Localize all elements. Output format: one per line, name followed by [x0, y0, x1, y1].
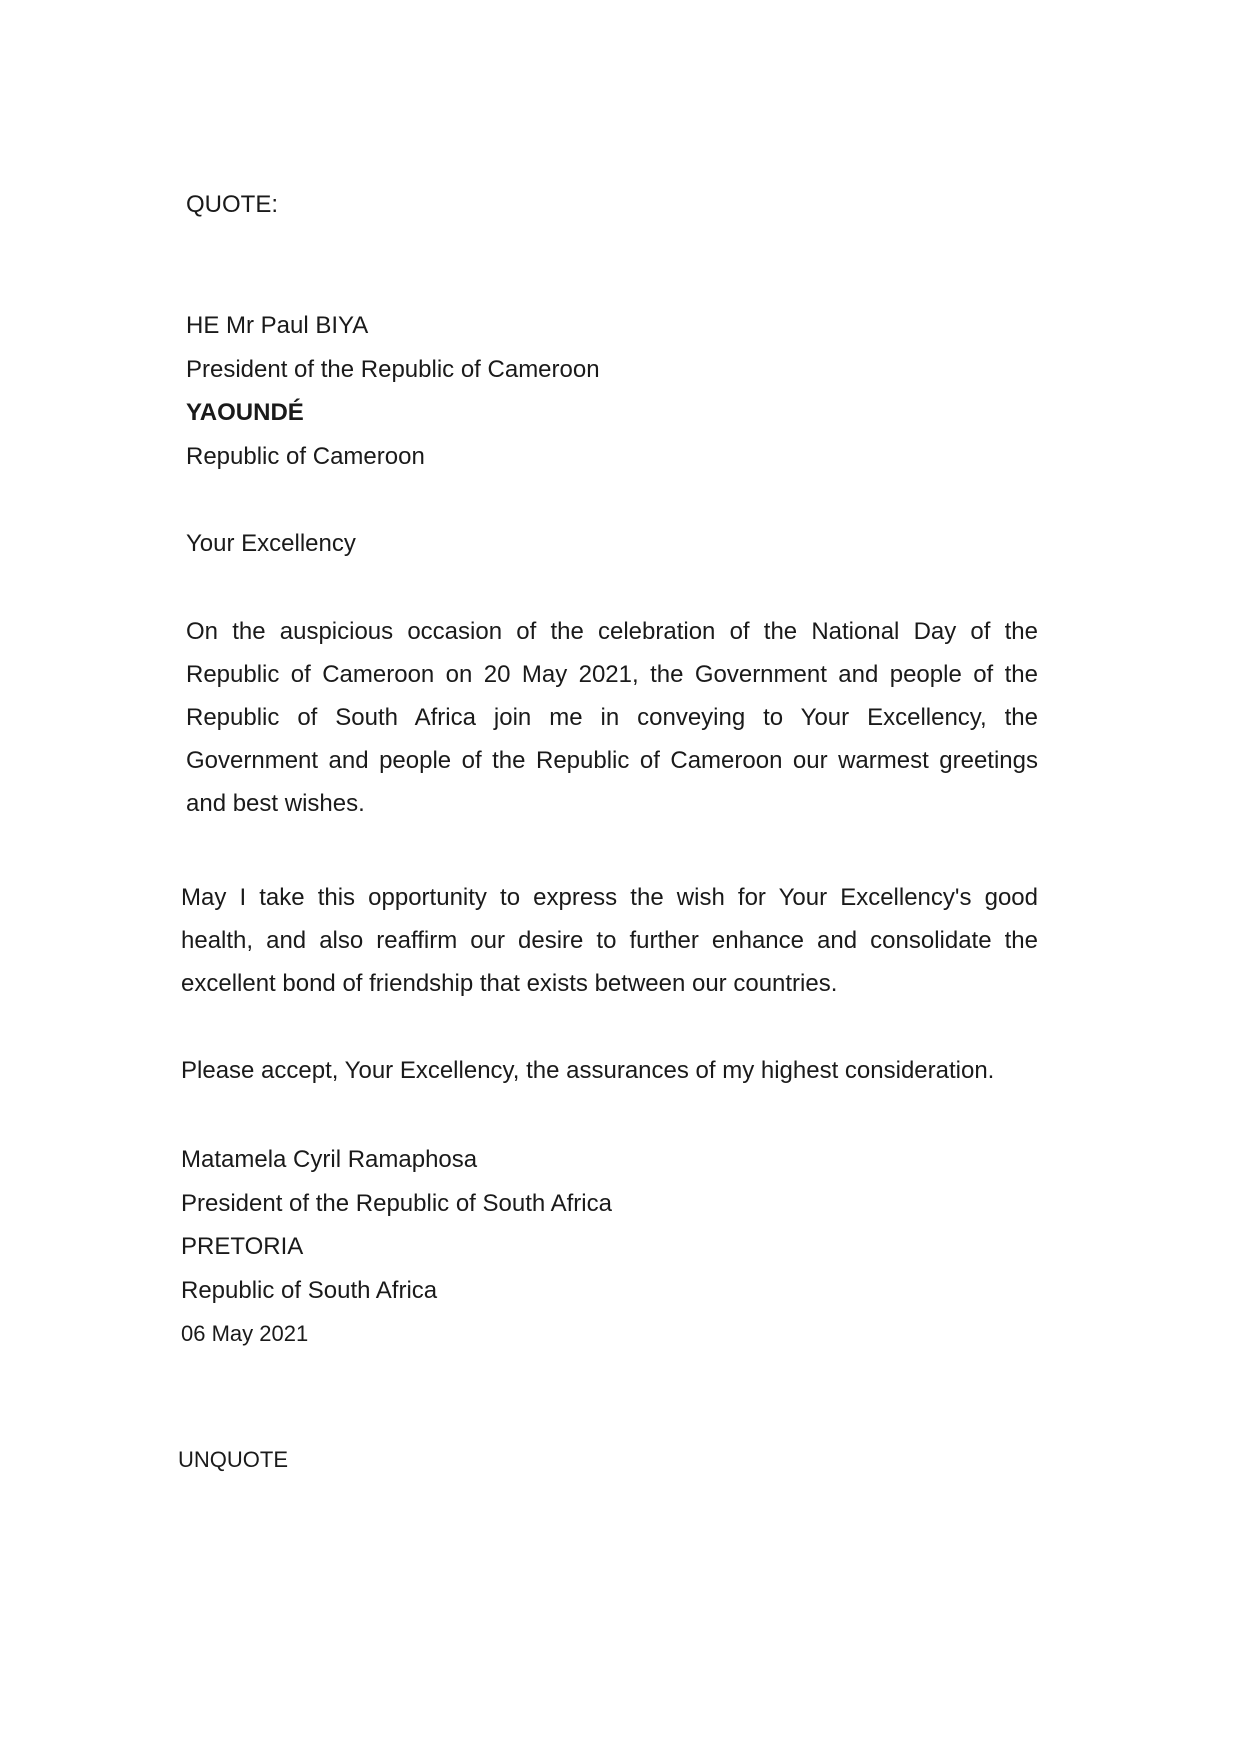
quote-open-marker: QUOTE:	[186, 191, 279, 218]
sender-title: President of the Republic of South Africa	[181, 1190, 612, 1217]
salutation: Your Excellency	[186, 530, 356, 557]
letter-date: 06 May 2021	[181, 1321, 309, 1346]
recipient-name: HE Mr Paul BIYA	[186, 312, 369, 339]
sender-country: Republic of South Africa	[181, 1277, 438, 1304]
sender-city: PRETORIA	[181, 1233, 304, 1260]
body-paragraph-1: On the auspicious occasion of the celebration of the National Day of the Republic of Cameroon on 20 May 2021, the Government and people of the Republic of South Africa join me in conveying to Your Excellency, the Government and people of the Republic of Cameroon our warmest greetings and best wishes.	[186, 618, 1038, 817]
body-paragraph-2: May I take this opportunity to express the wish for Your Excellency's good health, and also reaffirm our desire to further enhance and consolidate the excellent bond of friendship that exists between our countries.	[181, 884, 1038, 997]
recipient-city: YAOUNDÉ	[186, 399, 304, 426]
sender-name: Matamela Cyril Ramaphosa	[181, 1146, 478, 1173]
recipient-country: Republic of Cameroon	[186, 443, 425, 470]
closing-paragraph: Please accept, Your Excellency, the assurances of my highest consideration.	[181, 1057, 995, 1084]
recipient-title: President of the Republic of Cameroon	[186, 356, 600, 383]
quote-close-marker: UNQUOTE	[178, 1447, 288, 1472]
